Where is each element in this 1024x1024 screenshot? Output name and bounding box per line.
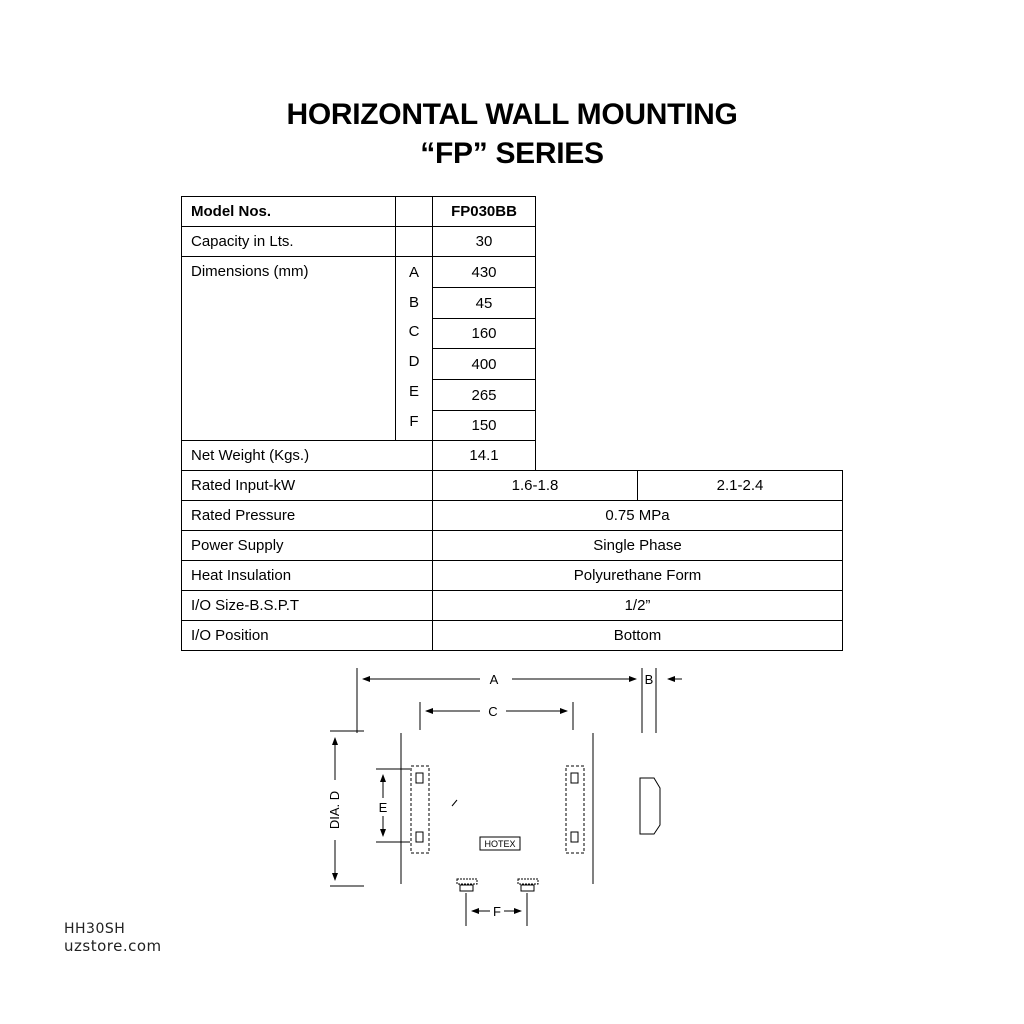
product-code: HH30SH xyxy=(64,921,126,937)
dimension-value-b: 45 xyxy=(432,287,536,319)
dimension-value-d: 400 xyxy=(432,348,536,380)
dimension-value-e: 265 xyxy=(432,379,536,411)
title-line-2: “FP” SERIES xyxy=(420,137,604,170)
dimension-value-a: 430 xyxy=(432,256,536,288)
brand-plate-text: HOTEX xyxy=(484,839,516,849)
dimensions-label: Dimensions (mm) xyxy=(181,256,396,441)
leader-tick xyxy=(452,800,457,806)
dim-a-label: A xyxy=(489,672,499,687)
power-label: Power Supply xyxy=(181,530,433,561)
io-position-value: Bottom xyxy=(432,620,843,651)
dim-d-label: DIA. D xyxy=(327,790,342,830)
dim-c-label: C xyxy=(488,704,498,719)
rated-input-label: Rated Input-kW xyxy=(181,470,433,501)
dimension-letter-e: E xyxy=(408,383,419,400)
pressure-value: 0.75 MPa xyxy=(432,500,843,531)
dim-f-label: F xyxy=(493,904,501,919)
left-bracket xyxy=(411,766,429,853)
dimension-letter-f: F xyxy=(409,413,419,430)
right-bracket-slot-bottom xyxy=(571,832,578,842)
dimension-value-f: 150 xyxy=(432,410,536,441)
model-value: FP030BB xyxy=(432,196,536,227)
rated-input-value-2: 2.1-2.4 xyxy=(637,470,843,501)
pipe-connector-left xyxy=(460,885,473,891)
pipe-connector-left-cap xyxy=(457,879,477,884)
io-size-value: 1/2” xyxy=(432,590,843,621)
io-position-label: I/O Position xyxy=(181,620,433,651)
left-bracket-slot-top xyxy=(416,773,423,783)
power-value: Single Phase xyxy=(432,530,843,561)
dim-e-label: E xyxy=(378,800,388,815)
left-bracket-slot-bottom xyxy=(416,832,423,842)
dim-b-label: B xyxy=(644,672,654,687)
dimension-letter-d: D xyxy=(408,353,420,370)
dimension-letter-a: A xyxy=(408,264,419,281)
insulation-label: Heat Insulation xyxy=(181,560,433,591)
title-line-1: HORIZONTAL WALL MOUNTING xyxy=(286,98,738,131)
right-bracket-slot-top xyxy=(571,773,578,783)
io-size-label: I/O Size-B.S.P.T xyxy=(181,590,433,621)
dimension-value-c: 160 xyxy=(432,318,536,349)
pipe-connector-right xyxy=(521,885,534,891)
insulation-value: Polyurethane Form xyxy=(432,560,843,591)
capacity-label: Capacity in Lts. xyxy=(181,226,396,257)
rated-input-value-1: 1.6-1.8 xyxy=(432,470,638,501)
capacity-value: 30 xyxy=(432,226,536,257)
side-profile xyxy=(640,778,660,834)
dimension-letter-c: C xyxy=(408,323,420,340)
model-label: Model Nos. xyxy=(181,196,396,227)
weight-value: 14.1 xyxy=(432,440,536,471)
weight-label: Net Weight (Kgs.) xyxy=(181,440,433,471)
pipe-connector-right-cap xyxy=(518,879,538,884)
pressure-label: Rated Pressure xyxy=(181,500,433,531)
dimension-letter-b: B xyxy=(408,294,419,311)
right-bracket xyxy=(566,766,584,853)
store-watermark: uzstore.com xyxy=(64,937,162,955)
